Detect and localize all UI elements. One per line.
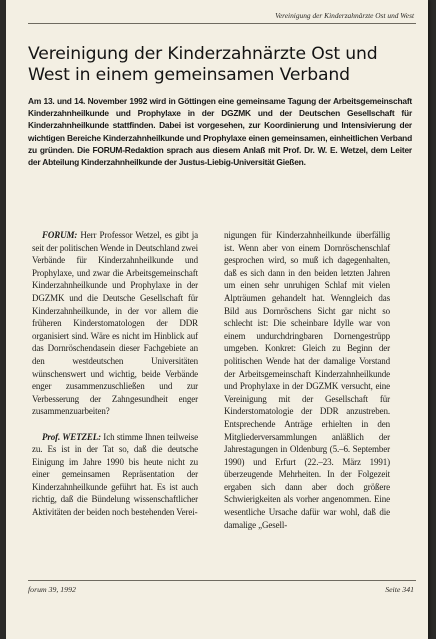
article-title: Vereinigung der Kinderzahnärzte Ost und West in einem gemeinsamen Verband [28, 44, 378, 85]
interview-answer [32, 431, 198, 519]
answer-continuation: nigungen für Kinderzahnheilkunde überfällig ist. Wenn aber von einem Dornröschenschlaf gesprochen wird, so muß ich dagegenhalten, daß es sich dann in den beiden letzten Jahren um einen sehr unruhigen Schlaf mit vielen Alpträumen gehandelt hat. Wenngleich das Bild aus Dornröschens Sicht gar nicht so schlecht ist: Die scheinbare Idylle war von einem undurchdringbaren Dornengestrüpp umgeben. Konkret: Gleich zu Beginn der politischen Wende hat der damalige Vorstand der Arbeitsgemeinschaft Kinderzahnheilkunde und Prophylaxe in der DGZMK versucht, eine Vereinigung mit der Gesellschaft für Kinderstomatologie der DDR anzustreben. Entsprechende Anträge erhielten in den Mitgliederversammlungen anläßlich der Jahrestagungen in Oldenburg (5.–6. September 1990) und Erfurt (22.–23. März 1991) überzeugende Mehrheiten. In der Folgezeit ergaben sich dann aber doch größere Schwierigkeiten als vorher angenommen. Eine wesentliche Ursache dafür war wohl, daß die damalige „Gesell- [224, 230, 390, 530]
interview-question [32, 229, 198, 418]
running-header: Vereinigung der Kinderzahnärzte Ost und West [275, 11, 414, 20]
speaker-label: Prof. WETZEL: [42, 431, 101, 442]
speaker-label: FORUM: [42, 230, 78, 240]
article-lead: Am 13. und 14. November 1992 wird in Göttingen eine gemeinsame Tagung der Arbeitsgemeinschaft Kinderzahnheilkunde und Prophylaxe in der DGZMK und der Deutschen Gesellschaft für Kinderzahnheilkunde stattfinden. Dabei ist vorgesehen, zur Koordinierung und Intensivierung der wichtigen Bereiche Kinderzahnheilkunde und Prophylaxe einen gemeinsamen, einheitlichen Verband zu gründen. Die FORUM-Redaktion sprach aus diesem Anlaß mit Prof. Dr. W. E. Wetzel, dem Leiter der Abteilung Kinderzahnheilkunde der Justus-Liebig-Universität Gießen. [28, 96, 412, 168]
right-column [224, 229, 390, 531]
left-column [32, 229, 198, 519]
answer-text: Ich stimme Ihnen teilweise zu. Es ist in der Tat so, daß die deutsche Einigung im Jahre 1990 bis heute nicht zu einer gemeinsamen Repräsentation der Kinderzahnheilkunde geführt hat. Es ist auch richtig, daß die Bündelung wissenschaftlicher Aktivitäten der beiden noch bestehenden Verei- [32, 431, 199, 518]
question-text: Herr Professor Wetzel, es gibt ja seit der politischen Wende in Deutschland zwei Verbände für Kinderzahnheilkunde und Prophylaxe, und zwar die Arbeitsgemeinschaft Kinderzahnheilkunde und Prophylaxe in der DGZMK und die Deutsche Gesellschaft für Kinderzahnheilkunde, in der vor allem die früheren Kinderstomatologen der DDR organisiert sind. Wäre es nicht im Hinblick auf das Dornröschendasein dieser Fachgebiete an den westdeutschen Universitäten wünschenswert und wichtig, beide Verbände enger zusammenzuschließen und zur Verbesserung der Zahngesundheit enger zusammenzuarbeiten? [32, 230, 198, 417]
footer-rule [28, 580, 416, 581]
issue-label: forum 39, 1992 [28, 585, 76, 594]
magazine-page [6, 0, 428, 639]
page-number: Seite 341 [385, 585, 414, 594]
header-rule [28, 23, 416, 24]
